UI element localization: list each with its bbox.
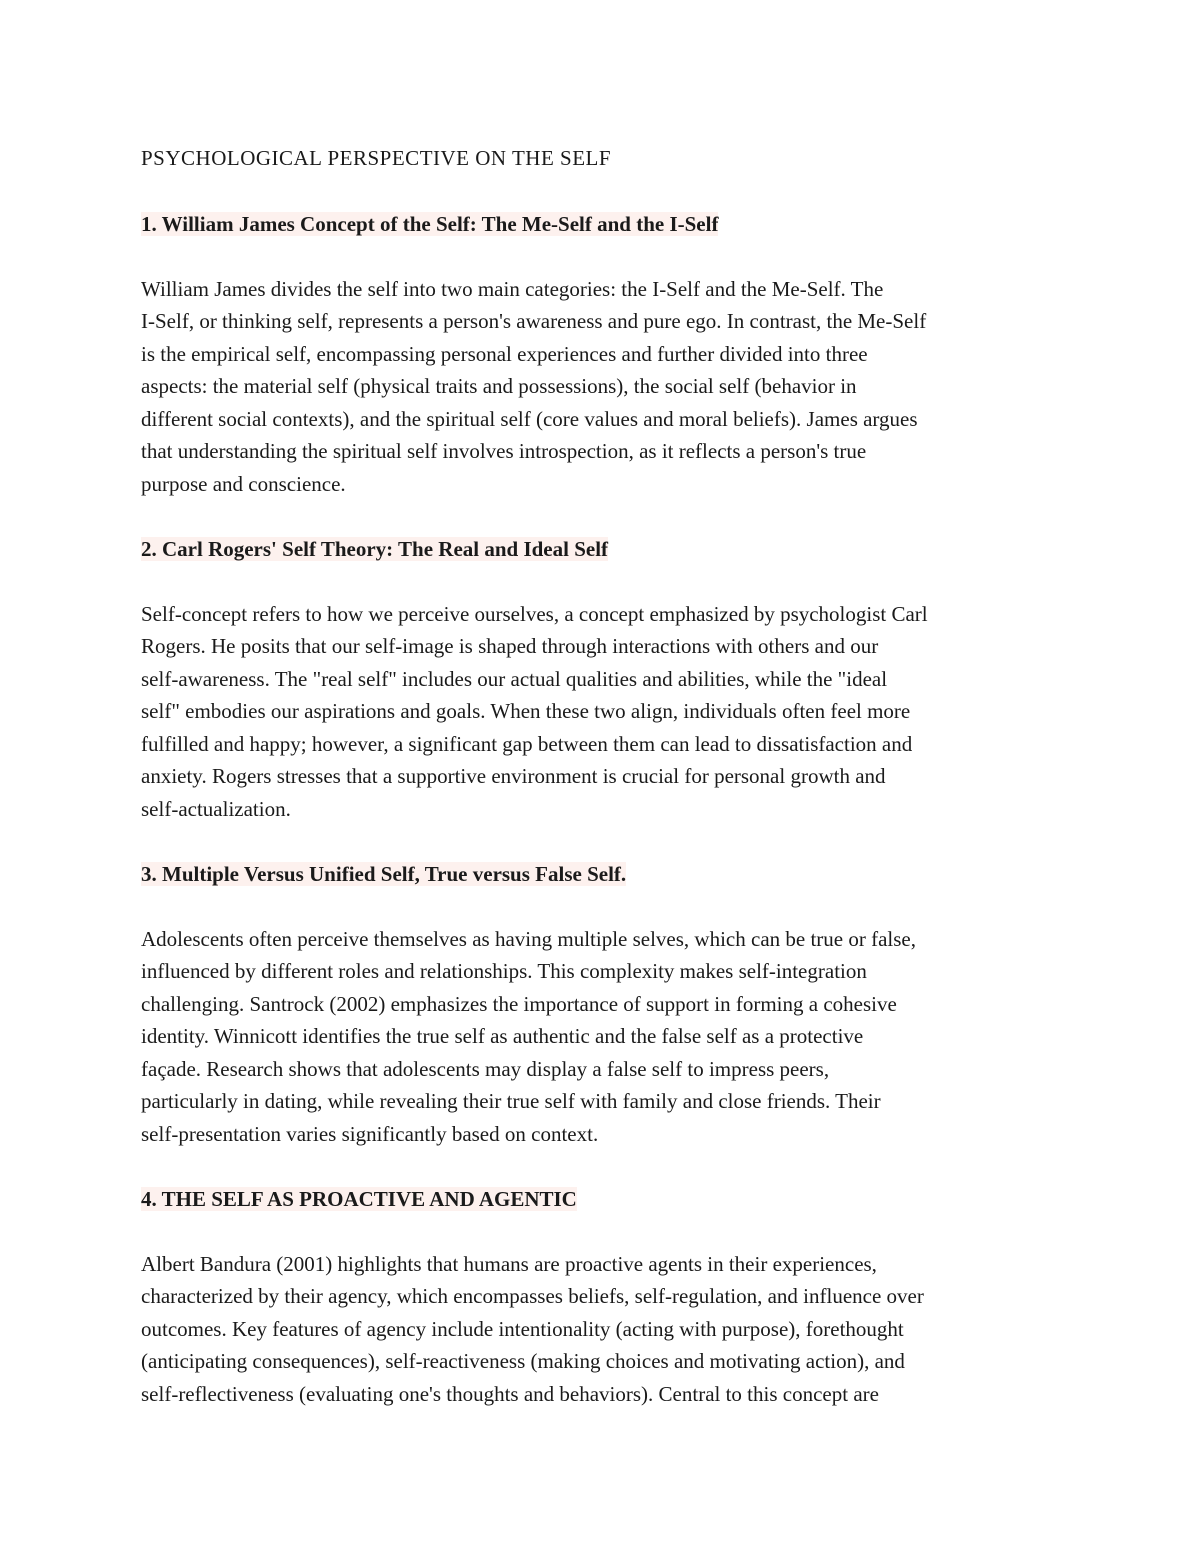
paragraph-line: Albert Bandura (2001) highlights that humans are proactive agents in their experiences, [141,1251,877,1276]
paragraph-line: self-actualization. [141,796,291,821]
paragraph-line: aspects: the material self (physical traits and possessions), the social self (behavior in [141,374,857,398]
section-heading [141,208,1066,241]
paragraph-line: I-Self, or thinking self, represents a person's awareness and pure ego. In contrast, the Me-Self [141,309,927,333]
section-multiple-self [141,858,1066,1151]
paragraph-line: outcomes. Key features of agency include intentionality (acting with purpose), forethought [141,1316,904,1341]
paragraph-line: (anticipating consequences), self-reactiveness (making choices and motivating action), and [141,1349,905,1373]
paragraph-line: self-presentation varies significantly based on context. [141,1121,599,1146]
paragraph-line: is the empirical self, encompassing personal experiences and further divided into three [141,341,868,366]
section-heading [141,858,1066,891]
paragraph-line: influenced by different roles and relationships. This complexity makes self-integration [141,959,867,983]
section-william-james [141,208,1066,501]
paragraph-line: different social contexts), and the spiritual self (core values and moral beliefs). James argues [141,406,918,431]
section-paragraph [141,923,1066,1151]
paragraph-line: identity. Winnicott identifies the true self as authentic and the false self as a protective [141,1024,864,1048]
section-heading [141,533,1066,566]
paragraph-line: characterized by their agency, which encompasses beliefs, self-regulation, and influence over [141,1284,924,1308]
document-title: PSYCHOLOGICAL PERSPECTIVE ON THE SELF [141,146,612,170]
heading-text: 2. Carl Rogers' Self Theory: The Real and Ideal Self [141,536,609,561]
paragraph-line: self-awareness. The "real self" includes our actual qualities and abilities, while the "ideal [141,666,888,691]
paragraph-line: challenging. Santrock (2002) emphasizes the importance of support in forming a cohesive [141,991,897,1016]
section-paragraph [141,598,1066,826]
paragraph-line: Adolescents often perceive themselves as having multiple selves, which can be true or false, [141,926,916,951]
paragraph-line: self" embodies our aspirations and goals. When these two align, individuals often feel more [141,699,911,723]
section-paragraph [141,1248,1066,1411]
section-heading [141,1183,1066,1216]
paragraph-line: William James divides the self into two main categories: the I-Self and the Me-Self. The [141,276,884,301]
section-paragraph [141,273,1066,501]
paragraph-line: façade. Research shows that adolescents may display a false self to impress peers, [141,1056,830,1081]
heading-text: 4. THE SELF AS PROACTIVE AND AGENTIC [141,1186,577,1211]
paragraph-line: self-reflectiveness (evaluating one's thoughts and behaviors). Central to this concept are [141,1381,879,1406]
paragraph-line: Self-concept refers to how we perceive ourselves, a concept emphasized by psychologist Carl [141,601,928,626]
heading-text: 3. Multiple Versus Unified Self, True versus False Self. [141,861,627,886]
heading-text: 1. William James Concept of the Self: The Me-Self and the I-Self [141,211,719,236]
paragraph-line: Rogers. He posits that our self-image is shaped through interactions with others and our [141,634,879,658]
paragraph-line: fulfilled and happy; however, a significant gap between them can lead to dissatisfaction and [141,731,913,756]
paragraph-line: purpose and conscience. [141,471,346,496]
section-carl-rogers [141,533,1066,826]
paragraph-line: anxiety. Rogers stresses that a supportive environment is crucial for personal growth and [141,764,886,788]
paragraph-line: particularly in dating, while revealing their true self with family and close friends. Their [141,1089,881,1113]
paragraph-line: that understanding the spiritual self involves introspection, as it reflects a person's true [141,439,867,463]
document-content [141,142,1066,1443]
section-proactive-agentic [141,1183,1066,1411]
